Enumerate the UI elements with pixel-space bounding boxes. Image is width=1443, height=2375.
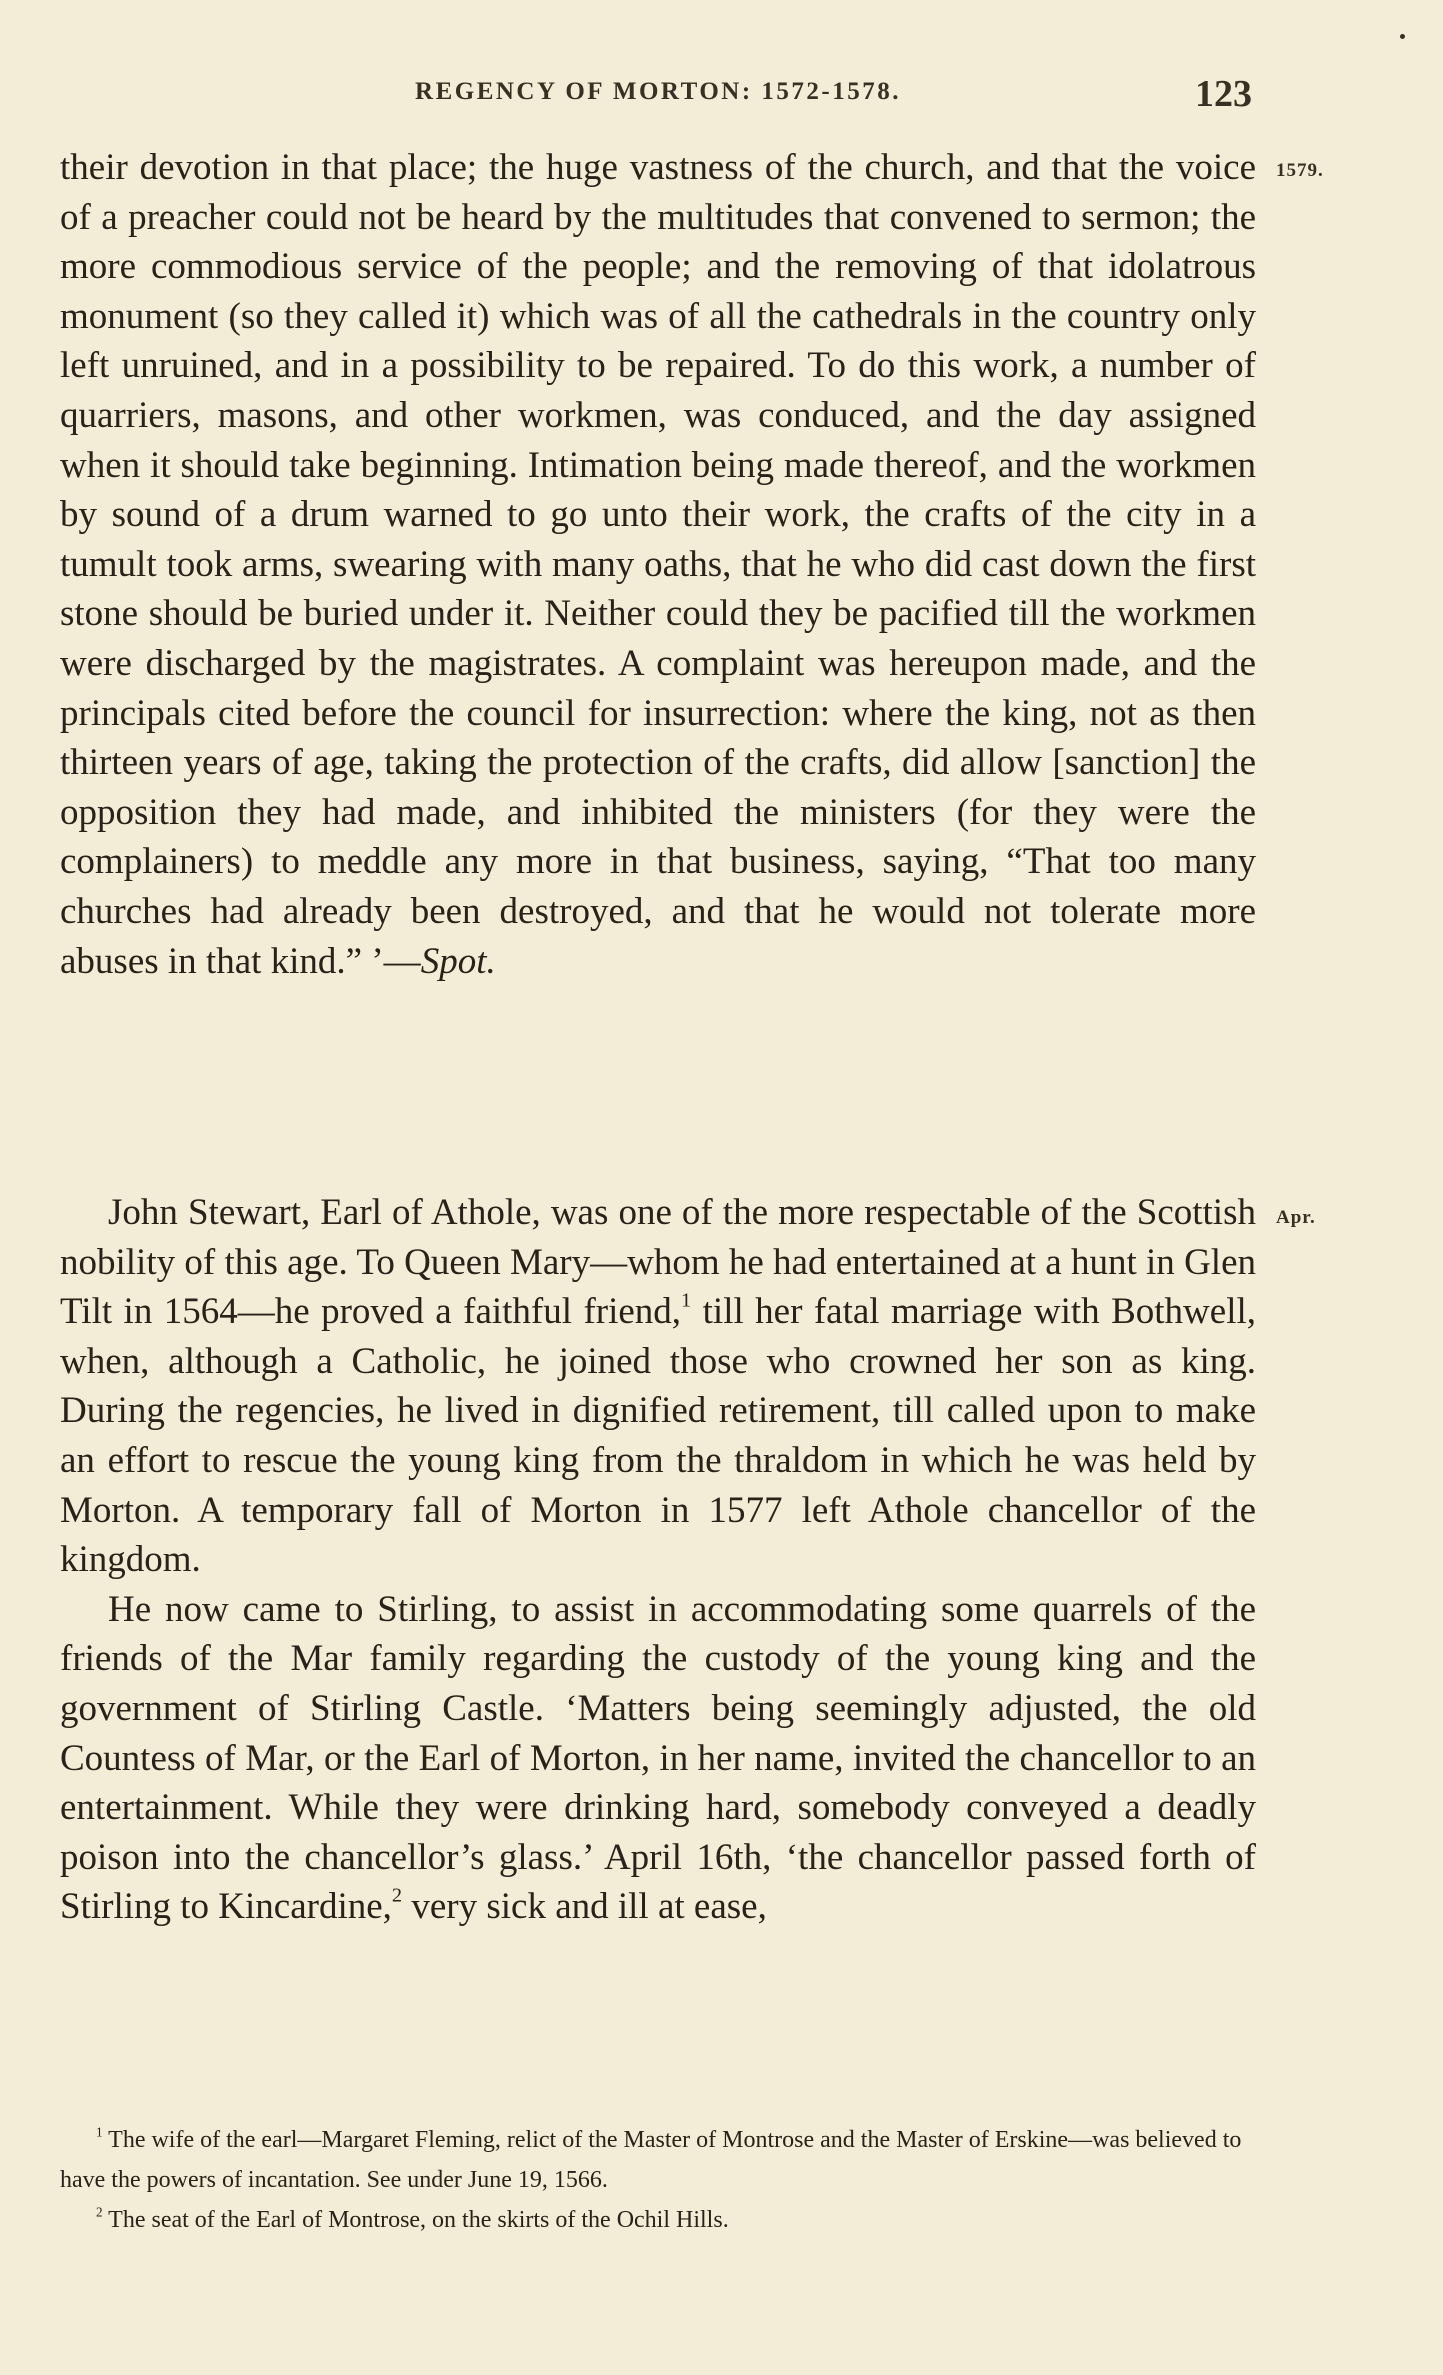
footnote-mark: 1 xyxy=(96,2124,103,2140)
running-title: REGENCY OF MORTON: 1572-1578. xyxy=(415,78,901,105)
main-text xyxy=(60,1188,1256,1932)
footnote-ref-2: 2 xyxy=(391,1885,403,1908)
quoted-passage xyxy=(60,143,1256,986)
paragraph-athole xyxy=(60,1188,1256,1585)
page-speck xyxy=(1400,34,1405,39)
footnote-text: The seat of the Earl of Montrose, on the skirts of the Ochil Hills. xyxy=(102,2207,729,2233)
footnote-1 xyxy=(60,2120,1270,2200)
footnote-ref-1: 1 xyxy=(681,1289,692,1312)
source-citation: Spot. xyxy=(420,940,496,982)
margin-note-month: Apr. xyxy=(1276,1207,1316,1228)
footnote-2 xyxy=(60,2200,1270,2240)
page-header xyxy=(60,73,1256,115)
footnotes xyxy=(60,2120,1270,2240)
quoted-text: their devotion in that place; the huge vastness of the church, and that the voice of a preacher could not be heard by the multitudes that convened to sermon; the more commodious service of the people; and the removing of that idolatrous monument (so they called it) which was of all the cathedrals in the country only left unruined, and in a possibility to be repaired. To do this work, a number of quarriers, masons, and other workmen, was conduced, and the day assigned when it should take beginning. Intimation being made thereof, and the workmen by sound of a drum warned to go unto their work, the crafts of the city in a tumult took arms, swearing with many oaths, that he who did cast down the first stone should be buried under it. Neither could they be pacified till the workmen were discharged by the magistrates. A complaint was hereupon made, and the principals cited before the council for insurrection: where the king, not as then thirteen years of age, taking the protection of the crafts, did allow [sanction] the opposition they had made, and inhibited the ministers (for they were the complainers) to meddle any more in that business, saying, “That too many churches had already been destroyed, and that he would not tolerate more abuses in that kind.” ’— xyxy=(60,147,1256,982)
paragraph-text: very sick and ill at ease, xyxy=(402,1886,767,1928)
paragraph-text: till her fatal marriage with Bothwell, when, although a Catholic, he joined those who crowned her son as king. During the regencies, he lived in dignified retirement, till called upon to make an effort to rescue the young king from the thraldom in which he was held by Morton. A temporary fall of Morton in 1577 left Athole chancellor of the kingdom. xyxy=(60,1291,1256,1581)
footnote-text: The wife of the earl—Margaret Fleming, relict of the Master of Montrose and the Master of Erskine—was believed to have the powers of incantation. See under June 19, 1566. xyxy=(60,2127,1242,2193)
margin-note-year: 1579. xyxy=(1276,160,1324,181)
paragraph-stirling xyxy=(60,1585,1256,1932)
paragraph-text: John Stewart, Earl of Athole, was one of the more respectable of the Scottish nobility of this age. To Queen Mary—whom he had entertained at a hunt in Glen Tilt in 1564—he proved a faithful friend, xyxy=(60,1192,1256,1333)
page-number: 123 xyxy=(1195,73,1252,115)
footnote-mark: 2 xyxy=(96,2204,103,2220)
paragraph-text: He now came to Stirling, to assist in accommodating some quarrels of the friends of the Mar family regarding the custody of the young king and the government of Stirling Castle. ‘Matters being seemingly adjusted, the old Countess of Mar, or the Earl of Morton, in her name, invited the chancellor to an entertainment. While they were drinking hard, somebody conveyed a deadly poison into the chancellor’s glass.’ April 16th, ‘the chancellor passed forth of Stirling to Kincardine, xyxy=(60,1588,1256,1928)
quoted-paragraph xyxy=(60,143,1256,986)
